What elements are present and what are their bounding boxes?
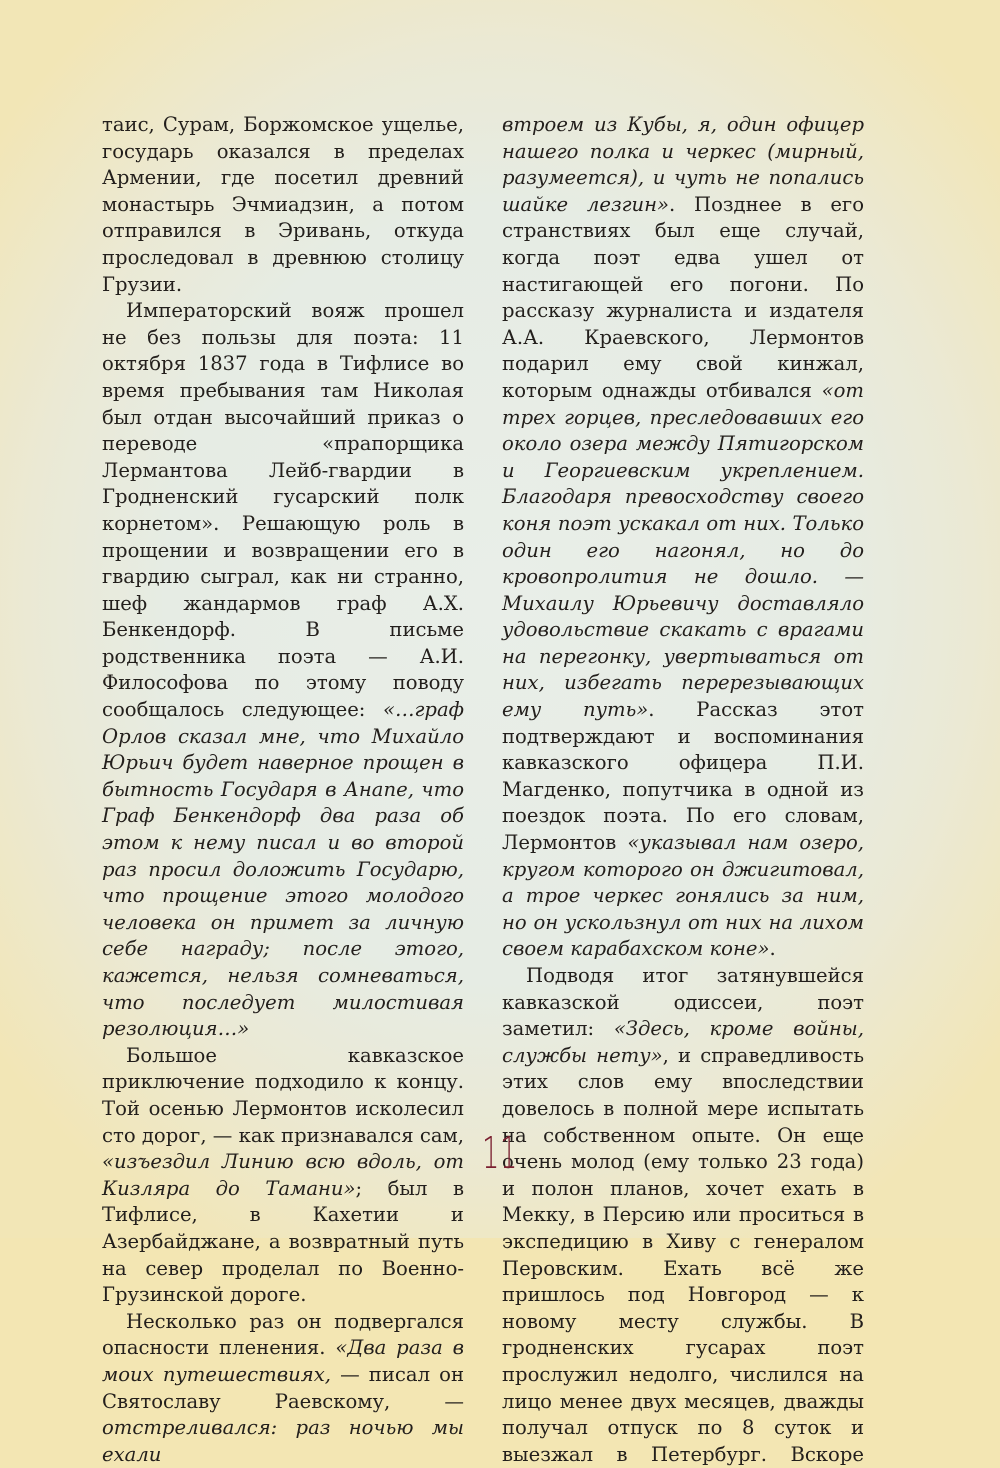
page-number: 11: [482, 1128, 518, 1179]
quote-span: «Два раза в моих путешествиях,: [102, 1336, 464, 1386]
text-span: . Рассказ этот подтверждают и воспоминания кавказского офицера П.И. Магденко, попутчика в одной из поездок поэта. По его словам, Лермонтов: [502, 698, 864, 855]
quote-span: втроем из Кубы, я, один офицер нашего полка и черкес (мирный, разумеется), и чуть не попались шайке лезгин»: [502, 113, 864, 216]
quote-span: «указывал нам озеро, кругом которого он джигитовал, а трое черкес гонялись за ним, но он ускользнул от них на лихом своем карабахском коне»: [502, 831, 864, 961]
quote-span: отстреливался: раз ночью мы ехали: [102, 1416, 464, 1466]
right-paragraph-1: [502, 112, 864, 963]
left-paragraph-4: [102, 1309, 464, 1468]
text-span: ; был в Тифлисе, в Кахетии и Азербайджане, а возвратный путь на север проделал по Военно-Грузинской дороге.: [102, 1176, 464, 1307]
left-paragraph-2: [102, 298, 464, 1043]
left-paragraph-1: [102, 112, 464, 298]
right-column: [502, 112, 864, 1468]
text-span: , и справедливость этих слов ему впоследствии довелось в полной мере испытать на собственном опыте. Он еще очень молод (ему только 23 года) и полон планов, хочет ехать в Мекку, в Персию или проситься в экспедицию в Хиву с генералом Перовским. Ехать всё же пришлось под Новгород — к новому месту службы. В гродненских гусарах поэт прослужил недолго, числился на лицо менее двух месяцев, дважды получал отпуск по 8 суток и выезжал в Петербург. Вскоре: [502, 1043, 864, 1466]
quote-span: «Здесь, кроме войны, службы нету»: [502, 1017, 864, 1067]
text-span: .: [769, 937, 776, 961]
text-span: Несколько раз он подвергался опасности пленения.: [102, 1309, 464, 1360]
quote-span: «…граф Орлов сказал мне, что Михайло Юрьич будет наверное прощен в бытность Государя в Анапе, что Граф Бенкендорф два раза об этом к нему писал и во второй раз просил доложить Государю, что прощение этого молодого человека он примет за личную себе награду; после этого, кажется, нельзя сомневаться, что последует милостивая резолюция…»: [102, 698, 464, 1041]
text-span: — писал он Святославу Раевскому, —: [102, 1362, 464, 1413]
text-span: Большое кавказское приключение подходило к концу. Той осенью Лермонтов исколесил сто дорог, — как признавался сам,: [102, 1043, 464, 1147]
left-column: [102, 112, 464, 1468]
text-span: таис, Сурам, Боржомское ущелье, государь оказался в пределах Армении, где посетил древний монастырь Эчмиадзин, а потом отправился в Эривань, откуда проследовал в древнюю столицу Грузии.: [102, 113, 464, 296]
quote-span: «от трех горцев, преследовавших его около озера между Пятигорском и Георгиевским укреплением. Благодаря превосходству своего коня поэт ускакал от них. Только один его нагонял, но до кровопролития не дошло. — Михаилу Юрьевичу доставляло удовольствие скакать с врагами на перегонку, увертываться от них, избегать перерезывающих ему путь»: [502, 378, 864, 722]
text-span: . Позднее в его странствиях был еще случай, когда поэт едва ушел от настигающей его погони. По рассказу журналиста и издателя А.А. Краевского, Лермонтов подарил ему свой кинжал, которым однажды отбивался: [502, 192, 864, 402]
right-paragraph-2: [502, 963, 864, 1468]
text-span: Подводя итог затянувшейся кавказской одиссеи, поэт заметил:: [502, 964, 864, 1041]
text-span: Императорский вояж прошел не без пользы для поэта: 11 октября 1837 года в Тифлисе во время пребывания там Николая был отдан высочайший приказ о переводе «прапорщика Лермантова Лейб-гвардии в Гродненский гусарский полк корнетом». Решающую роль в прощении и возвращении его в гвардию сыграл, как ни странно, шеф жандармов граф А.Х. Бенкендорф. В письме родственника поэта — А.И. Философова по этому поводу сообщалось следующее:: [102, 299, 464, 722]
quote-span: «изъездил Линию всю вдоль, от Кизляра до Тамани»: [102, 1150, 464, 1200]
